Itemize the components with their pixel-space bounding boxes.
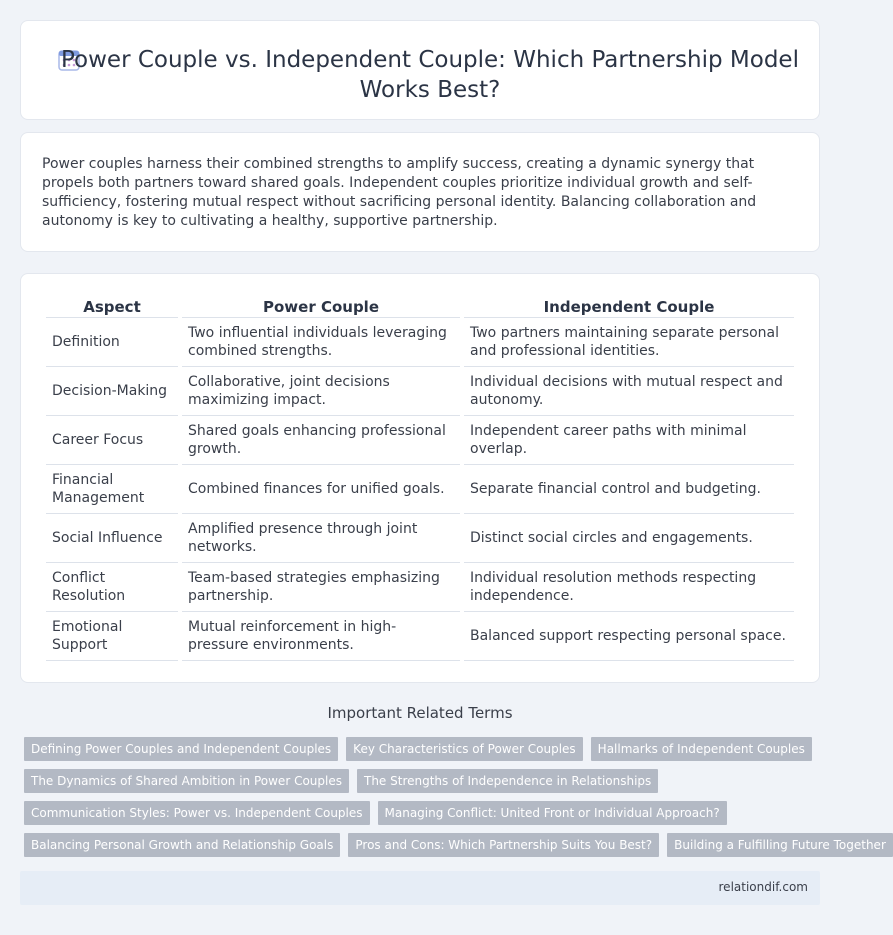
- related-terms-title: Important Related Terms: [327, 704, 513, 722]
- power-couple-cell: Mutual reinforcement in high-pressure environments.: [182, 612, 460, 661]
- independent-couple-cell: Independent career paths with minimal overlap.: [464, 416, 794, 465]
- intro-card: [20, 132, 820, 252]
- independent-couple-cell: Separate financial control and budgeting.: [464, 465, 794, 514]
- related-terms-list: [24, 737, 886, 865]
- table-row: [46, 514, 794, 563]
- independent-couple-cell: Balanced support respecting personal space.: [464, 612, 794, 661]
- header-card: [20, 20, 820, 120]
- header-power-couple: Power Couple: [182, 296, 460, 318]
- power-couple-cell: Collaborative, joint decisions maximizing impact.: [182, 367, 460, 416]
- independent-couple-cell: Individual decisions with mutual respect and autonomy.: [464, 367, 794, 416]
- independent-couple-cell: Distinct social circles and engagements.: [464, 514, 794, 563]
- independent-couple-cell: Two partners maintaining separate personal and professional identities.: [464, 318, 794, 367]
- table-row: [46, 563, 794, 612]
- related-term-tag[interactable]: Defining Power Couples and Independent Couples: [24, 737, 338, 761]
- aspect-cell: Social Influence: [46, 514, 178, 563]
- table-row: [46, 465, 794, 514]
- comparison-table: [42, 296, 798, 661]
- aspect-cell: Decision-Making: [46, 367, 178, 416]
- aspect-cell: Conflict Resolution: [46, 563, 178, 612]
- related-term-tag[interactable]: Managing Conflict: United Front or Individual Approach?: [378, 801, 727, 825]
- table-row: [46, 367, 794, 416]
- related-term-tag[interactable]: The Dynamics of Shared Ambition in Power Couples: [24, 769, 349, 793]
- related-term-tag[interactable]: Communication Styles: Power vs. Independent Couples: [24, 801, 370, 825]
- aspect-cell: Definition: [46, 318, 178, 367]
- power-couple-cell: Shared goals enhancing professional growth.: [182, 416, 460, 465]
- intro-text: Power couples harness their combined strengths to amplify success, creating a dynamic synergy that propels both partners toward shared goals. Independent couples prioritize individual growth and self-sufficiency, fostering mutual respect without sacrificing personal identity. Balancing collaboration and autonomy is key to cultivating a healthy, supportive partnership.: [42, 156, 757, 229]
- table-row: [46, 416, 794, 465]
- related-term-tag[interactable]: The Strengths of Independence in Relationships: [357, 769, 658, 793]
- power-couple-cell: Two influential individuals leveraging combined strengths.: [182, 318, 460, 367]
- related-term-tag[interactable]: Key Characteristics of Power Couples: [346, 737, 583, 761]
- footer-site-link[interactable]: relationdif.com: [718, 880, 808, 894]
- aspect-cell: Financial Management: [46, 465, 178, 514]
- aspect-cell: Emotional Support: [46, 612, 178, 661]
- page-title: Power Couple vs. Independent Couple: Which Partnership Model Works Best?: [61, 47, 799, 103]
- header-independent-couple: Independent Couple: [464, 296, 794, 318]
- related-term-tag[interactable]: Hallmarks of Independent Couples: [591, 737, 812, 761]
- comparison-card: [20, 273, 820, 683]
- power-couple-cell: Team-based strategies emphasizing partnership.: [182, 563, 460, 612]
- related-term-tag[interactable]: Building a Fulfilling Future Together: [667, 833, 893, 857]
- table-row: [46, 318, 794, 367]
- aspect-cell: Career Focus: [46, 416, 178, 465]
- header-aspect: Aspect: [46, 296, 178, 318]
- power-couple-cell: Amplified presence through joint networks.: [182, 514, 460, 563]
- footer: [20, 871, 820, 905]
- related-term-tag[interactable]: Pros and Cons: Which Partnership Suits You Best?: [348, 833, 659, 857]
- power-couple-cell: Combined finances for unified goals.: [182, 465, 460, 514]
- table-row: [46, 612, 794, 661]
- related-term-tag[interactable]: Balancing Personal Growth and Relationship Goals: [24, 833, 340, 857]
- independent-couple-cell: Individual resolution methods respecting independence.: [464, 563, 794, 612]
